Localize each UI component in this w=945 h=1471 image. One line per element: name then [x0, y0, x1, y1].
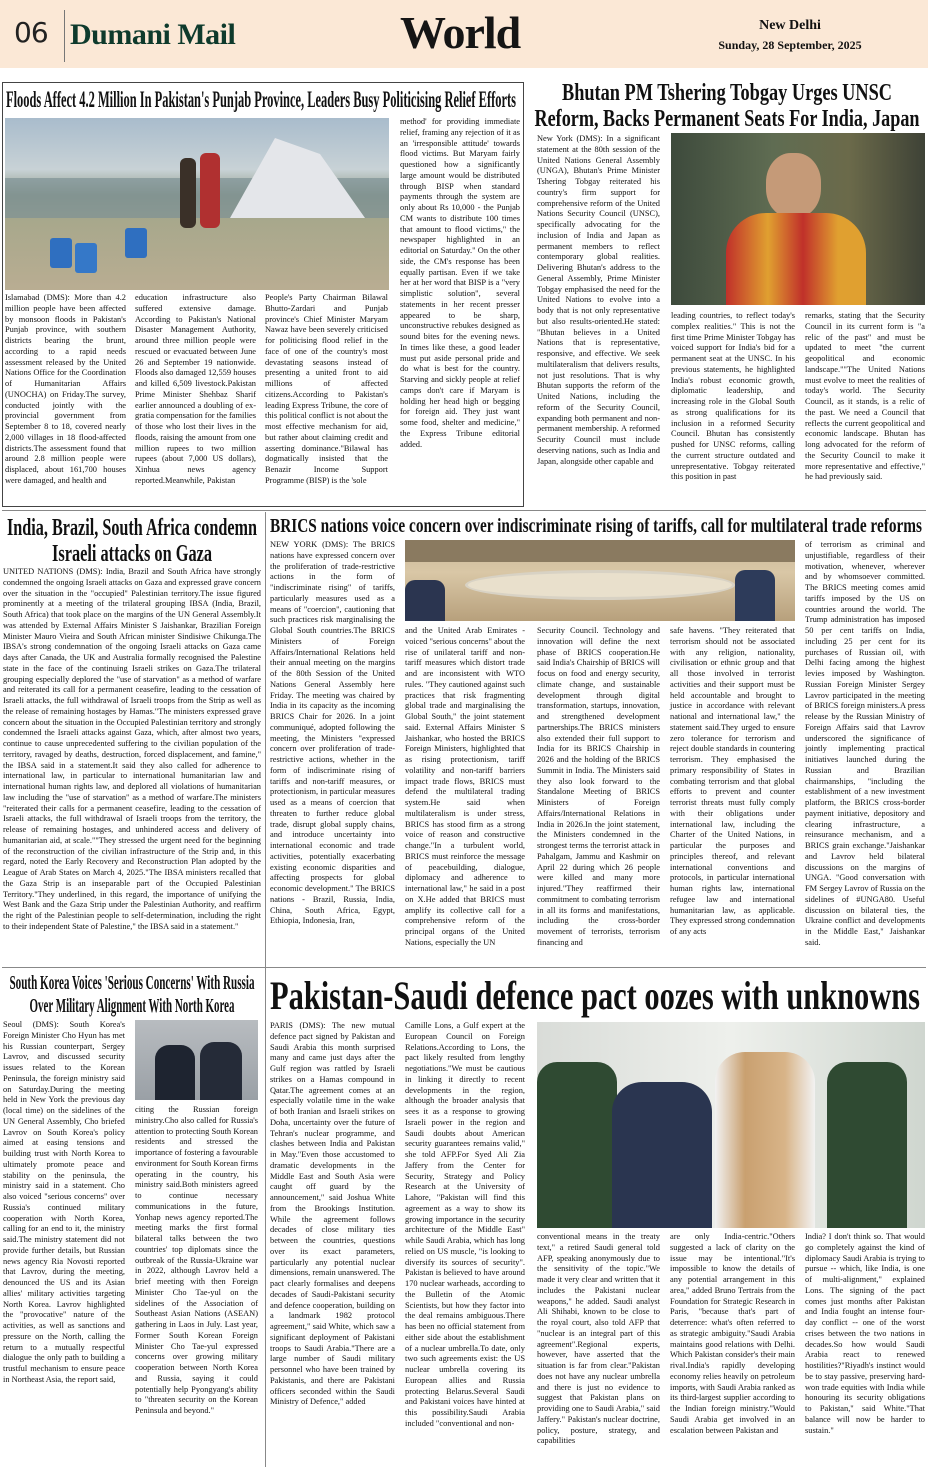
- ibsa-headline: [3, 513, 261, 567]
- brics-headline: [270, 513, 925, 538]
- pakistan-saudi-headline: [270, 973, 925, 1018]
- floods-column-2: education infrastructure also suffered extensive damage. According to Pakistan's National Disaster Management Authority, around three million people were rescued or evacuated between June 26 and September 19 nationwide. Floods also damaged 12,559 houses and killed 6,509 livestock.Pakistan Prime Minister Shehbaz Sharif earlier announced a doubling of ex-gratia compensation for the families of those who lost their lives in the floods, raising the amount from one million rupees to two million rupees (about 7,000 US dollars), Xinhua news agency reported.Meanwhile, Pakistan: [135, 293, 256, 485]
- bhutan-column-2: leading countries, to reflect today's complex realities." This is not the first time Prime Minister Tobgay has voiced support for India's bid for a permanent seat at the UNSC. In his previous statements, he highlighted India's robust economic growth, diplomatic leadership, and increasing role in the Global South as strong qualifications for its inclusion in a reformed Security Council. Bhutan has consistently pushed for UNSC reforms, calling the current structure outdated and unrepresentative. Tobgay reiterated this position in past: [671, 311, 795, 482]
- korea-headline: [3, 970, 261, 1018]
- header-divider: [64, 10, 65, 62]
- masthead: Dumani Mail: [70, 18, 236, 51]
- bhutan-column-1: New York (DMS): In a significant statement at the 80th session of the United Nations General Assembly (UNGA), Bhutan's Prime Minister Tshering Tobgay reiterated his country's firm support for comprehensive reform of the United Nations Security Council (UNSC), specifically advocating for the inclusion of India and Japan as permanent members to reflect contemporary global realities. Delivering Bhutan's address to the General Assembly, Prime Minister Tobgay emphasised the need for the United Nations to evolve into a body that is not only representative but also results-oriented.He stated: "Bhutan believes in a United Nations that is representative, responsive, and effective. We seek multilateralism that delivers results, not just resolutions. That is why Bhutan supports the reform of the United Nations, including the reform of the Security Council, expanding both permanent and non-permanent membership. A reformed Security Council must include deserving nations, such as India and Japan, alongside other capable and: [537, 134, 660, 466]
- floods-photo: [5, 118, 389, 290]
- bhutan-pm-photo: [671, 133, 925, 305]
- pakistan-saudi-column-3: conventional means in the treaty text," a retired Saudi general told AFP, speaking anonymously due to the sensitivity of the topic."We made it very clear and written that it includes the Pakistani nuclear weapons," he added. Saudi analyst Ali Shihabi, known to be close to the royal court, also told AFP that "nuclear is an integral part of this agreement".Regional experts, however, have asserted that the situation is far from clear."Pakistan does not have any nuclear umbrella and there is just no evidence to suggest that Pakistan plans on providing one to Saudi Arabia," said Jaffery." Pakistan's nuclear doctrine, policy, posture, strategy, and capabilities: [537, 1232, 660, 1446]
- floods-column-4: method' for providing immediate relief, framing any rejection of it as an 'irresponsible attitude' towards flood victims. But Maryam fairly questioned how a significantly large amount would be distributed through BISP when standard payments through the system are only about Rs 10,000 - the Punjab CM wants to distribute 100 times that amount to flood victims," the newspaper highlighted in an editorial on Saturday." On the other side, the CM's response has been equally partisan. Even if we take her at her word that BISP is a "very simplistic solution", several statements in her recent presser appeared to be sharp, unconstructive rebukes designed as sound bites for the evening news. In times like these, a good leader must put aside personal pride and do what is best for the country. Starving and sickly people at relief camps don't care if Maryam is holding her head high or begging for foreign aid. They just want some food, shelter and medicine," the Express Tribune editorial added.: [400, 117, 520, 449]
- svg-text:Bhutan PM Tshering Tobgay Urge: Bhutan PM Tshering Tobgay Urges UNSC: [562, 80, 892, 106]
- divider: [2, 967, 926, 968]
- svg-text:Reform, Backs Permanent Seats: Reform, Backs Permanent Seats For India, Japan: [534, 106, 920, 132]
- korea-ministers-photo: [135, 1020, 258, 1100]
- dateline-date: Sunday, 28 September, 2025: [718, 38, 862, 52]
- dateline-city: New Delhi: [759, 18, 821, 33]
- brics-column-2: and the United Arab Emirates - voiced "serious concerns" about the rise of unilateral tariff and non-tariff measures which distort trade and are inconsistent with WTO rules. "They cautioned against such practices that risk fragmenting global trade and marginalising the Global South," the joint statement said. External Affairs Minister S Jaishankar, who hosted the BRICS Foreign Ministers, highlighted that as rising protectionism, tariff volatility and non-tariff barriers impact trade flows, BRICS must defend the multilateral trading system.He said when multilateralism is under stress, BRICS has stood firm as a strong voice of reason and constructive change."In a turbulent world, BRICS must reinforce the message of peacebuilding, dialogue, diplomacy and adherence to international law," he said in a post on X.He added that BRICS must amplify its collective call for a comprehensive reform of the principal organs of the United Nations, especially the UN: [405, 626, 525, 947]
- pakistan-saudi-column-1: PARIS (DMS): The new mutual defence pact signed by Pakistan and Saudi Arabia this month surprised many and came just days after the Gulf region was rattled by Israeli strikes on a Hamas compound in Qatar.The agreement comes at an especially volatile time in the wake of both Iranian and Israeli strikes on Doha, uncertainty over the future of Tehran's nuclear programme, and clashes between India and Pakistan in May."Even those accustomed to dramatic developments in the Middle East and South Asia were caught off guard by the announcement," said Joshua White from the Brookings Institution. While the agreement follows decades of close military ties between the countries, questions over its exact parameters, particularly any potential nuclear dimensions, remain unanswered. The pact clearly formalises and deepens decades of Saudi-Pakistani security and defence cooperation, building on a landmark 1982 protocol agreement," said White, which saw a significant deployment of Pakistani troops to Saudi Arabia."There are a large number of Saudi military personnel who have been trained by Pakistanis, and there are Pakistani officers seconded within the Saudi Ministry of Defence," added: [270, 1021, 395, 1407]
- brics-column-4: safe havens. "They reiterated that terrorism should not be associated with any religion, nationality, civilisation or ethnic group and that all those involved in terrorist activities and their support must be held accountable and brought to justice in accordance with relevant national and international law," the statement said.They urged to ensure zero tolerance for terrorism and reject double standards in countering terrorism. They emphasised the primary responsibility of States in combating terrorism and that global efforts to prevent and counter terrorist threats must fully comply with their obligations under international law, including the Charter of the United Nations, in particular the purposes and principles thereof, and relevant international conventions and protocols, in particular international human rights law, international refugee law and international humanitarian law, as applicable. They expressed strong condemnation of any acts: [670, 626, 795, 936]
- svg-text:Pakistan-Saudi defence pact oo: Pakistan-Saudi defence pact oozes with unknowns: [270, 973, 920, 1018]
- bhutan-column-3: remarks, stating that the Security Council in its current form is "a relic of the past" and must be updated to meet "the current geopolitical and economic landscape.""The United Nations must evolve to meet the realities of today's world. The Security Council, as it stands, is a relic of the past. We need a Council that reflects the current geopolitical and economic landscape. Bhutan has long advocated for the reform of the Security Council to make it more representative and effective," he had previously said.: [805, 311, 925, 482]
- brics-meeting-photo: [405, 540, 795, 621]
- divider: [265, 512, 266, 1467]
- brics-column-5: of terrorism as criminal and unjustifiable, regardless of their motivation, whenever, wherever and by whomsoever committed. The BRICS meeting comes amid tariffs imposed by the US on countries around the world. The Trump administration has imposed 50 per cent tariffs on India, including 25 per cent for its purchases of Russian oil, with Delhi facing among the highest levies imposed by Washington. Russian Foreign Minister Sergey Lavrov participated in the meeting of BRICS foreign ministers.A press release by the Russian Ministry of Foreign Affairs said that Lavrov underscored the significance of jointly implementing practical initiatives launched during the Russian and Brazilian chairmanships, "including the establishment of a new investment platform, the BRICS cross-border payment initiative, depository and clearing infrastructure, a reinsurance mechanism, and a BRICS grain exchange."Jaishankar and Lavrov held bilateral discussions on the margins of UNGA. "Good conversation with FM Sergey Lavrov of Russia on the sidelines of #UNGA80. Useful discussion on bilateral ties, the Ukraine conflict and developments in the Middle East," Jaishankar said.: [805, 540, 925, 947]
- korea-column-2: citing the Russian foreign ministry.Cho also called for Russia's attention to protecting South Korean residents and stressed the importance of fostering a favourable environment for South Korean firms operating in the country, his ministry said.Both ministers agreed to continue necessary communications in the future, Yonhap news agency reported.The meeting marks the first formal bilateral talks between the two countries' top diplomats since the outbreak of the Russia-Ukraine war in 2022, although Lavrov held a brief meeting with then Foreign Minister Cho Tae-yul on the sidelines of the Association of Southeast Asian Nations (ASEAN) gathering in Laos in July. Last year, Former South Korean Foreign Minister Cho Tae-yul expressed concerns over growing military cooperation between North Korea and Russia, saying it could potentially help Pyongyang's ability to "threaten security on the Korean Peninsula and beyond.": [135, 1105, 258, 1415]
- svg-text:South Korea Voices 'Serious Co: South Korea Voices 'Serious Concerns' With Russia: [9, 972, 255, 994]
- floods-column-3: People's Party Chairman Bilawal Bhutto-Zardari and Punjab province's Chief Minister Maryam Nawaz have been severely criticised for politicising flood relief in the face of one of the country's most devastating seasons instead of presenting a united front to aid millions of affected citizens.According to Pakistan's leading Express Tribune, the core of this political conflict is not about the most effective mechanism for aid, but rather about claiming credit and asserting dominance."Bilawal has dogmatically insisted that the Benazir Income Support Programme (BISP) is the 'sole: [265, 293, 388, 485]
- section-title: World: [400, 7, 521, 58]
- svg-text:India, Brazil, South Africa co: India, Brazil, South Africa condemn: [7, 515, 257, 541]
- brics-column-3: Security Council. Technology and innovation will define the next phase of BRICS cooperation.He said India's Chairship of BRICS will focus on food and energy security, climate change, and sustainable development through digital transformation, startups, innovation, and strengthened development partnerships.The BRICS ministers also extended their full support to India for its BRICS Chairship in 2026 and the holding of the BRICS Summit in India. The Ministers said they also look forward to the Standalone Meeting of BRICS Ministers of Foreign Affairs/International Relations in India in 2026.In the joint statement, the Ministers condemned in the strongest terms the terrorist attack in Pahalgam, Jammu and Kashmir on April 22 during which 26 people were killed and many more injured."They reaffirmed their commitment to combating terrorism in all its forms and manifestations, including the cross-border movement of terrorists, terrorism financing and: [537, 626, 660, 947]
- floods-headline: [6, 86, 518, 114]
- pakistan-saudi-column-2: Camille Lons, a Gulf expert at the European Council on Foreign Relations.According to Lons, the pact likely resulted from lengthy negotiations."We must be cautious in linking it directly to recent developments in the region, although the broader analysis that sees it as a response to growing Israeli power in the region and Saudi doubts about American security guarantees remains valid," she told AFP.For Syed Ali Zia Jaffery from the Center for Security, Strategy and Policy Research at the University of Lahore, "Pakistan will find this agreement as a way to show its growing importance in the security architecture of the Middle East" while Saudi Arabia, which has long relied on US muscle, "is looking to diversify its sources of security". Pakistan is believed to have around 170 nuclear warheads, according to the Bulletin of the Atomic Scientists, but how they factor into the deal remains ambiguous.There has been no official statement from either side about the establishment of a nuclear umbrella.To date, only two such agreements exist: the US nuclear umbrella covering its European allies and Russia protecting Belarus.Several Saudi and Pakistani voices have hinted at this possibility.Saudi Arabia included "conventional and non-: [405, 1021, 525, 1428]
- divider: [2, 510, 926, 511]
- svg-text:Floods Affect 4.2 Million In P: Floods Affect 4.2 Million In Pakistan's Punjab Province, Leaders Busy Politicising Relief Efforts: [6, 87, 517, 112]
- korea-column-1: Seoul (DMS): South Korea's Foreign Minister Cho Hyun has met his Russian counterpart, Sergey Lavrov, and discussed security issues related to the Korean Peninsula, the foreign ministry said on Saturday.During the meeting held in New York the previous day (local time) on the sidelines of the UN General Assembly, Cho briefed Lavrov on South Korea's policy aimed at easing tensions and building trust with North Korea to ultimately promote peace and stability on the peninsula, the ministry said in a statement. Cho also voiced "serious concerns" over Russia's continued military cooperation with North Korea, calling for an end to it, the ministry said.The ministry statement did not provide further details, but Russian news agency Ria Novosti reported that Lavrov, during the meeting, denounced the US and its Asian allies' military activities targeting North Korea. Lavrov highlighted the "provocative" nature of the activities, as well as sanctions and pressure on the North, calling the return to a mutually respectful dialogue the only path to building a trustful mechanism to ensure peace in Northeast Asia, the report said,: [3, 1020, 125, 1384]
- pakistan-saudi-column-4: are only India-centric."Others suggested a lack of clarity on the issue may be intentional."It's impossible to know the details of any potential arrangement in this area," added Bruno Tertrais from the Foundation for Strategic Research in Paris, "because that's part of deterrence: what's often referred to as strategic ambiguity."Saudi Arabia maintains good relations with Delhi. Which Pakistan consider's their main rival.India's rapidly developing economy relies heavily on petroleum imports, with Saudi Arabia ranked as its third-largest supplier according to the Indian foreign ministry."Would Saudi Arabia get involved in an escalation between Pakistan and: [670, 1232, 795, 1435]
- page-number: 06: [14, 16, 48, 49]
- svg-text:Over Military Alignment With N: Over Military Alignment With North Korea: [29, 995, 235, 1017]
- pakistan-saudi-column-5: India? I don't think so. That would go completely against the kind of diplomacy Saudi Arabia is trying to pursue -- which, like India, is one of multi-alignment," explained Lons. The signing of the pact comes just months after Pakistan and India fought an intense four-day conflict -- one of the worst crises between the two nations in decades.So how would Saudi Arabia react to renewed hostilities?"Riyadh's instinct would be to stay passive, preserving hard-won trade equities with India while honouring its security obligations to Pakistan," said White."That balance will now be harder to sustain.": [805, 1232, 925, 1435]
- brics-column-1: NEW YORK (DMS): The BRICS nations have expressed concern over the proliferation of trade-restrictive actions in the form of "indiscriminate rising" of tariffs, particularly measures used as a means of "coercion", cautioning that such practices risk marginalising the Global South countries.The BRICS Ministers of Foreign Affairs/International Relations held their annual meeting on the margins of the 80th Session of the United Nations General Assembly here Friday. The meeting was chaired by India in its capacity as the incoming BRICS Chair for 2026. In a joint communiqué, adopted following the meeting, the Ministers "expressed concern over proliferation of trade-restrictive actions, whether in the form of indiscriminate rising of tariffs and non-tariff measures, or protectionism, in particular measures used as a means of coercion that threaten to further reduce global trade, disrupt global supply chains, and introduce uncertainty into international economic and trade activities, potentially exacerbating existing economic disparities and affecting prospects for global economic development." The BRICS nations - Brazil, Russia, India, China, South Africa, Egypt, Ethiopia, Indonesia, Iran,: [270, 540, 395, 926]
- pakistan-saudi-leaders-photo: [537, 1022, 925, 1228]
- floods-column-1: Islamabad (DMS): More than 4.2 million people have been affected by monsoon floods in Pakistan's Punjab province, with southern districts bearing the brunt, according to a rapid needs assessment released by the United Nations Office for the Coordination of Humanitarian Affairs (UNOCHA) on Friday.The survey, conducted jointly with the provincial government from September 8 to 18, covered nearly 2,000 villages in 18 flood-affected districts.The assessment found that around 2.8 million people were displaced, about 161,700 houses were damaged, and health and: [5, 293, 126, 485]
- ibsa-column: UNITED NATIONS (DMS): India, Brazil and South Africa have strongly condemned the ongoing Israeli attacks on Gaza and expressed grave concern over the situation in the "occupied" Palestinian territory.The issue figured prominently at a meeting of the trilateral grouping IBSA (India, Brazil, South Africa) that took place on the margins of the UN General Assembly.It was attended by External Affairs Minister S Jaishankar, Brazilian Foreign Minister Mauro Vieira and South African minister Sindisiwe Chikunga.The IBSA's strong condemnation of the ongoing Israeli attacks on Gaza came days after Canada, the UK and Australia formally recognised the Palestine state in the face of the continuing Israeli strikes on Gaza.The trilateral grouping especially deplored the "use of starvation" as a method of warfare and reiterated its call for a permanent ceasefire, leading to the cessation of Israeli attacks, the full withdrawal of Israeli troops from the Strip as well as the release of remaining hostages by Hamas."The ministers expressed grave concern about the situation in the Occupied Palestinian territory and strongly condemned the Israeli attacks against Gaza, which, after almost two years, continue to cause unprecedented suffering to the civilian population of the territory, ravaged by deaths, destruction, forced displacement, and famine," the IBSA said in a statement.It said they also called for adherence to international law, in particular to international humanitarian law and international human rights law, and deplored all violations of humanitarian law including the "use of starvation" as a method of warfare.The ministers "reiterated their calls for a permanent ceasefire, leading to the cessation of Israeli attacks, the full withdrawal of Israeli troops from the territory, the release of remaining hostages, and unhindered access and delivery of humanitarian aid, at scale.""They stressed the urgent need for the beginning of the reconstruction of the civilian infrastructure of the Strip and, in this regard, noted the Early Recovery and Reconstruction Plan adopted by the League of Arab States on March 4, 2025."The IBSA ministers recalled that the Gaza Strip is an inseparable part of the Occupied Palestinian Territory."They underlined, in this regard, the importance of unifying the West Bank and the Gaza Strip under the Palestinian Authority, and reaffirm the right of the Palestinian people to self-determination, including the right to their independent State of Palestine," the IBSA said in a statement.": [3, 567, 261, 931]
- svg-text:BRICS nations voice concern ov: BRICS nations voice concern over indiscriminate rising of tariffs, call for multilateral trade reforms: [270, 515, 923, 537]
- svg-text:Israeli attacks on Gaza: Israeli attacks on Gaza: [52, 541, 212, 567]
- bhutan-headline: [530, 78, 925, 132]
